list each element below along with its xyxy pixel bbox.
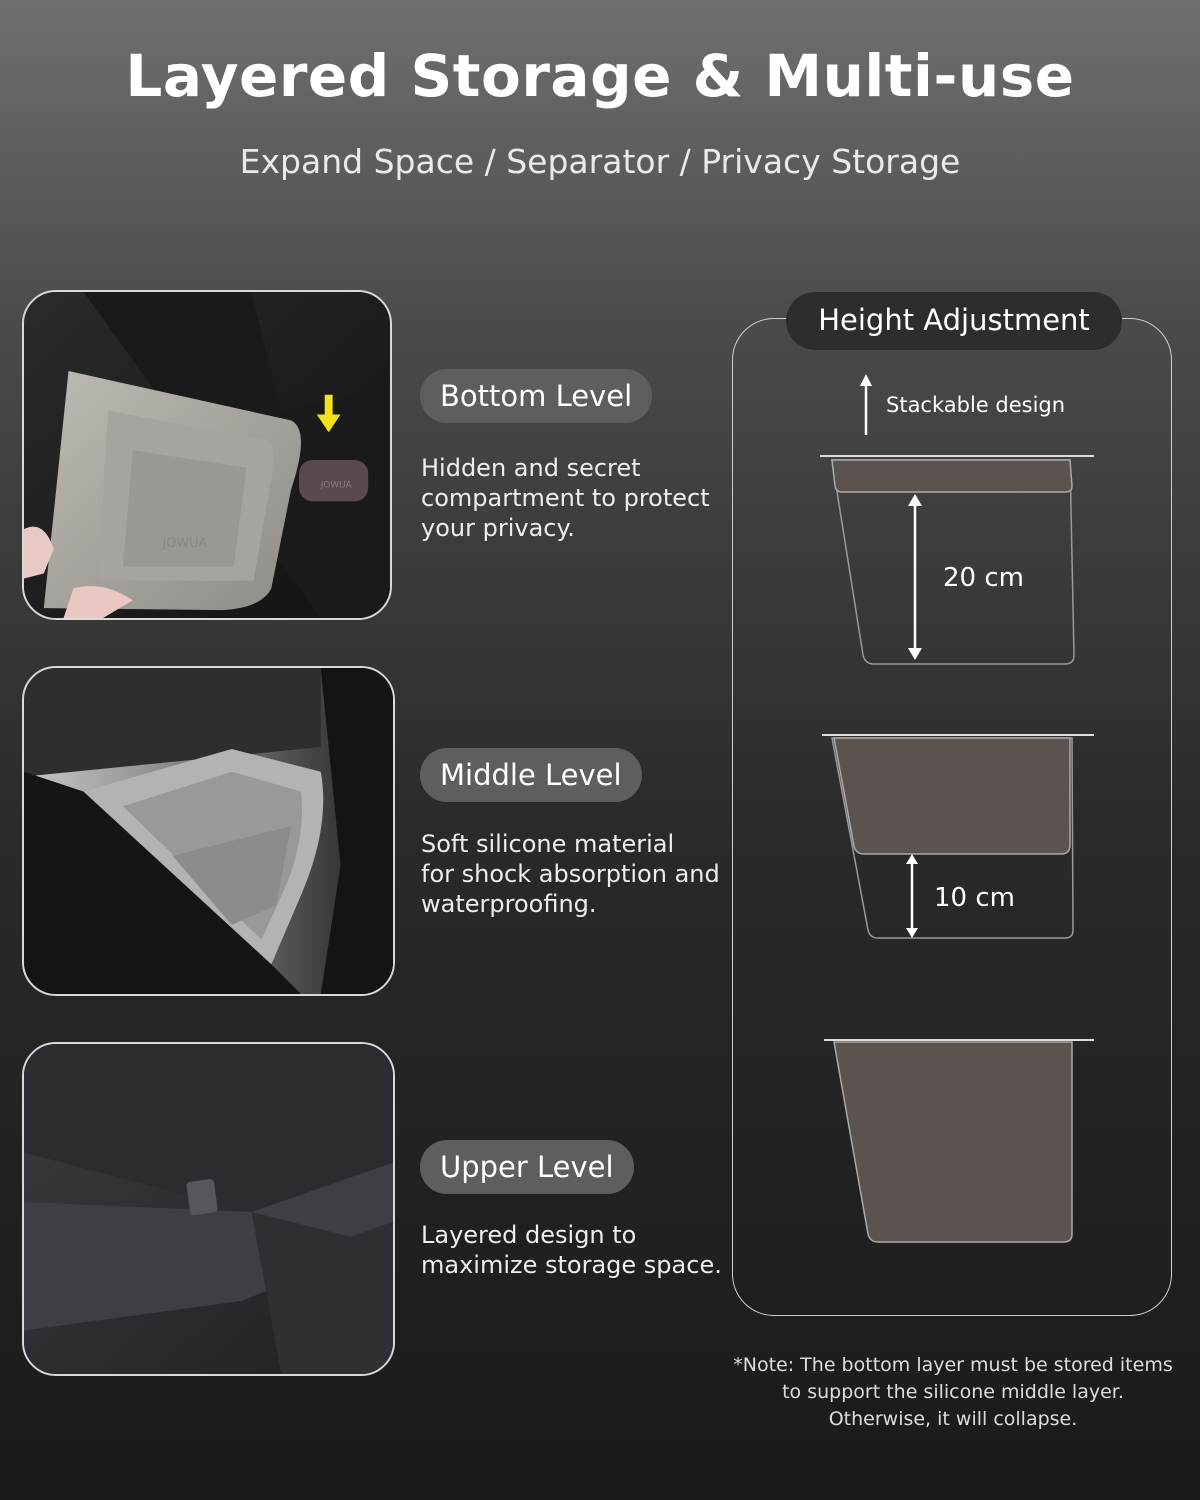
- upper-level-photo: [22, 1042, 395, 1376]
- tray-upper-diagram: [824, 1040, 1094, 1242]
- svg-text:JOWUA: JOWUA: [320, 480, 352, 491]
- stackable-label: Stackable design: [886, 393, 1066, 417]
- level-description-middle: Soft silicone material for shock absorption and waterproofing.: [421, 830, 720, 918]
- svg-text:JOWUA: JOWUA: [162, 535, 208, 551]
- height-adjustment-title: Height Adjustment: [786, 292, 1122, 350]
- svg-text:20 cm: 20 cm: [943, 563, 1024, 593]
- level-description-upper: Layered design to maximize storage space.: [421, 1221, 722, 1279]
- height-arrow-icon: [906, 854, 918, 938]
- page-subtitle: Expand Space / Separator / Privacy Storage: [239, 142, 961, 181]
- height-arrow-icon: [908, 494, 922, 660]
- page-title: Layered Storage & Multi-use: [125, 42, 1075, 110]
- height-adjustment-diagram: [732, 350, 1172, 1310]
- level-badge-bottom: Bottom Level: [420, 369, 652, 423]
- level-badge-middle: Middle Level: [420, 748, 642, 802]
- level-description-bottom: Hidden and secret compartment to protect your privacy.: [421, 454, 710, 542]
- level-badge-upper: Upper Level: [420, 1140, 634, 1194]
- svg-text:10 cm: 10 cm: [934, 883, 1015, 913]
- tray-bottom-diagram: [820, 456, 1094, 664]
- middle-level-photo: [22, 666, 395, 996]
- up-arrow-icon: [860, 374, 872, 435]
- tray-middle-diagram: [822, 735, 1094, 938]
- bottom-level-photo: [22, 290, 392, 620]
- collapse-note: *Note: The bottom layer must be stored items to support the silicone middle layer. Otherwise, it will collapse.: [733, 1354, 1173, 1430]
